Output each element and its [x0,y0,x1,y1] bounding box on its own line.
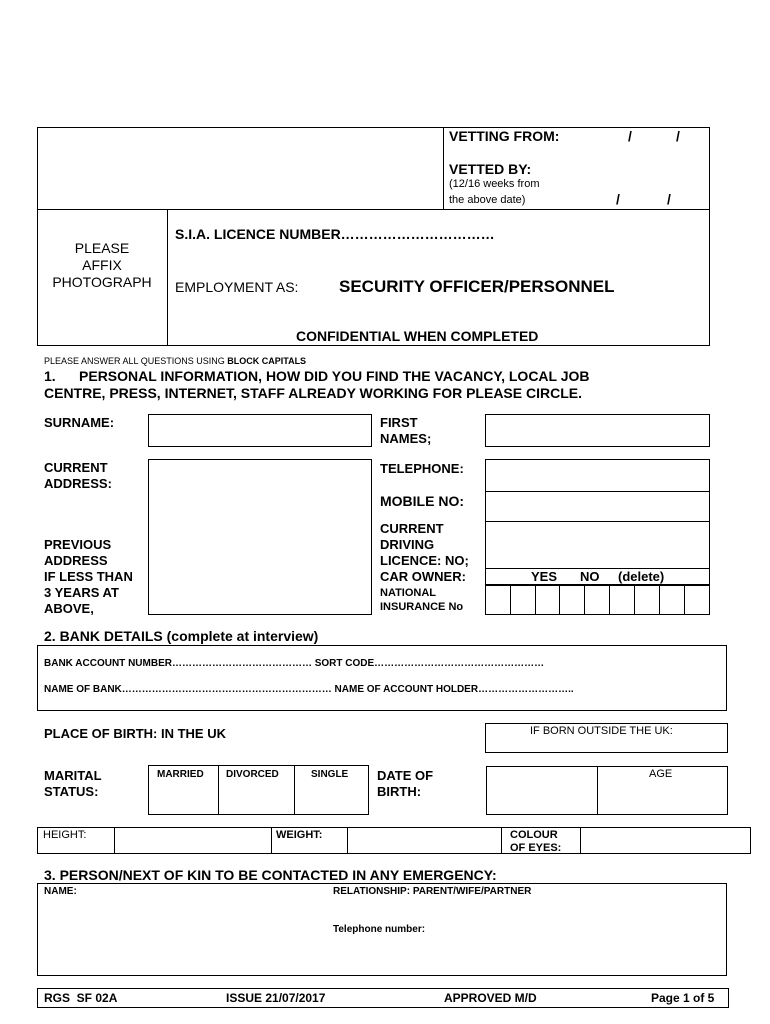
instructions [44,356,306,366]
ni-number-field [485,585,710,615]
car-owner-yes[interactable]: YES [531,569,558,584]
dob-label-1: DATE OF [377,768,434,783]
height-label: HEIGHT: [43,829,87,841]
licence-field[interactable] [486,522,709,568]
ni-cell[interactable] [510,585,511,615]
footer-page-number: Page 1 of 5 [651,991,715,1005]
vetted-by-slash-2: / [667,191,671,207]
section2-heading [44,628,318,644]
telephone-label: TELEPHONE: [380,461,464,476]
employment-value: SECURITY OFFICER/PERSONNEL [339,277,615,296]
previous-address-label-2: ADDRESS [44,553,108,568]
photo-divider [167,209,168,346]
mobile-label: MOBILE NO: [380,493,464,509]
weight-label: WEIGHT: [276,829,323,841]
age-label: AGE [649,768,673,780]
ni-label-2: INSURANCE No [380,601,464,613]
emergency-telephone-label: Telephone number: [333,924,426,935]
current-address-label-1: CURRENT [44,460,108,475]
previous-address-label-5: ABOVE, [44,601,94,616]
footer-reference: RGS SF 02A [44,991,118,1005]
ni-cell[interactable] [684,585,685,615]
weight-label-left [271,827,272,854]
footer-approved: APPROVED M/D [444,991,537,1005]
employment-label: EMPLOYMENT AS: [175,279,299,295]
height-field[interactable] [115,828,270,853]
sia-licence-label: S.I.A. LICENCE NUMBER…………………………… [175,226,495,242]
eye-colour-label [510,829,561,855]
ni-cell[interactable] [584,585,585,615]
ni-cell[interactable] [535,585,536,615]
car-owner-no[interactable]: NO [580,569,600,584]
footer-bar [37,988,729,1008]
address-field[interactable] [148,459,372,615]
emergency-name-label: NAME: [44,886,77,897]
eyes-label-left [501,827,502,854]
driving-licence-label [380,521,469,585]
national-insurance-label [380,586,463,614]
first-names-field[interactable] [485,414,710,447]
current-address-label-2: ADDRESS: [44,476,112,491]
first-names-label-1: FIRST [380,415,418,430]
emergency-relationship-label: RELATIONSHIP: PARENT/WIFE/PARTNER [333,886,532,897]
driving-licence-label-1: CURRENT [380,521,444,536]
photo-area [37,240,167,291]
bank-name-line[interactable]: NAME OF BANK……………………………………………………… NAME OF ACCOUNT HOLDER……………………….. [44,684,574,695]
marital-option-single[interactable]: SINGLE [311,769,349,780]
place-of-birth-label: PLACE OF BIRTH: IN THE UK [44,726,226,741]
ni-cell[interactable] [659,585,660,615]
previous-address-label-1: PREVIOUS [44,537,112,552]
section2-heading-rest: (complete at interview) [162,628,319,644]
car-owner-label: CAR OWNER: [380,569,466,584]
first-names-label [380,415,431,447]
bank-account-line[interactable]: BANK ACCOUNT NUMBER…………………………………… SORT CODE…………………………………………… [44,658,545,669]
first-names-label-2: NAMES; [380,431,432,446]
driving-licence-label-3: LICENCE: NO; [380,553,469,568]
ni-cell[interactable] [609,585,610,615]
photo-text-2: AFFIX [82,257,122,273]
current-address-label [44,460,112,492]
ni-cell[interactable] [559,585,560,615]
footer-issue: ISSUE 21/07/2017 [226,991,326,1005]
marital-divider-2 [294,765,295,815]
instructions-emphasis: BLOCK CAPITALS [227,356,307,366]
telephone-field[interactable] [486,460,709,491]
header-divider [37,209,710,210]
photo-text-1: PLEASE [74,240,130,256]
weight-field[interactable] [348,828,500,853]
marital-label-1: MARITAL [44,768,102,783]
vetting-from-label: VETTING FROM: [449,128,560,144]
ni-cell[interactable] [634,585,635,615]
surname-field[interactable] [148,414,372,447]
instructions-prefix: PLEASE ANSWER ALL QUESTIONS USING [44,356,228,366]
previous-address-label-3: IF LESS THAN [44,569,133,584]
weeks-note-1: (12/16 weeks from [449,178,540,190]
marital-divider-1 [218,765,219,815]
weeks-note-2: the above date) [449,194,526,206]
eye-colour-field[interactable] [581,828,750,853]
mobile-field[interactable] [486,492,709,521]
vetted-by-slash-1: / [616,191,620,207]
driving-licence-label-2: DRIVING [380,537,435,552]
section1-heading-line2: CENTRE, PRESS, INTERNET, STAFF ALREADY WORKING FOR PLEASE CIRCLE. [44,385,582,401]
previous-address-label-4: 3 YEARS AT [44,585,119,600]
bank-details-box [37,645,727,711]
car-owner-delete-note: (delete) [618,569,665,584]
marital-status-label [44,768,102,800]
vetted-by-label: VETTED BY: [449,161,532,177]
section1-heading-line1: 1. PERSONAL INFORMATION, HOW DID YOU FIND THE VACANCY, LOCAL JOB [44,368,590,384]
born-outside-uk-label: IF BORN OUTSIDE THE UK: [530,725,673,737]
previous-address-label [44,537,133,617]
vetting-from-slash-2: / [676,128,680,144]
confidential-note: CONFIDENTIAL WHEN COMPLETED [296,328,539,344]
surname-label: SURNAME: [44,415,115,430]
photo-text-3: PHOTOGRAPH [52,274,152,290]
ni-label-1: NATIONAL [380,587,437,599]
vetting-from-slash-1: / [628,128,632,144]
dob-label-2: BIRTH: [377,784,422,799]
eyes-label-1: COLOUR [510,829,558,841]
eyes-label-2: OF EYES: [510,842,562,854]
date-of-birth-label [377,768,433,800]
marital-option-married[interactable]: MARRIED [157,769,204,780]
marital-label-2: STATUS: [44,784,99,799]
vetting-divider [443,127,444,209]
section3-heading: 3. PERSON/NEXT OF KIN TO BE CONTACTED IN ANY EMERGENCY: [44,867,497,883]
section2-heading-bold: 2. BANK DETAILS [44,628,163,644]
date-of-birth-field[interactable] [486,766,598,815]
marital-option-divorced[interactable]: DIVORCED [226,769,279,780]
